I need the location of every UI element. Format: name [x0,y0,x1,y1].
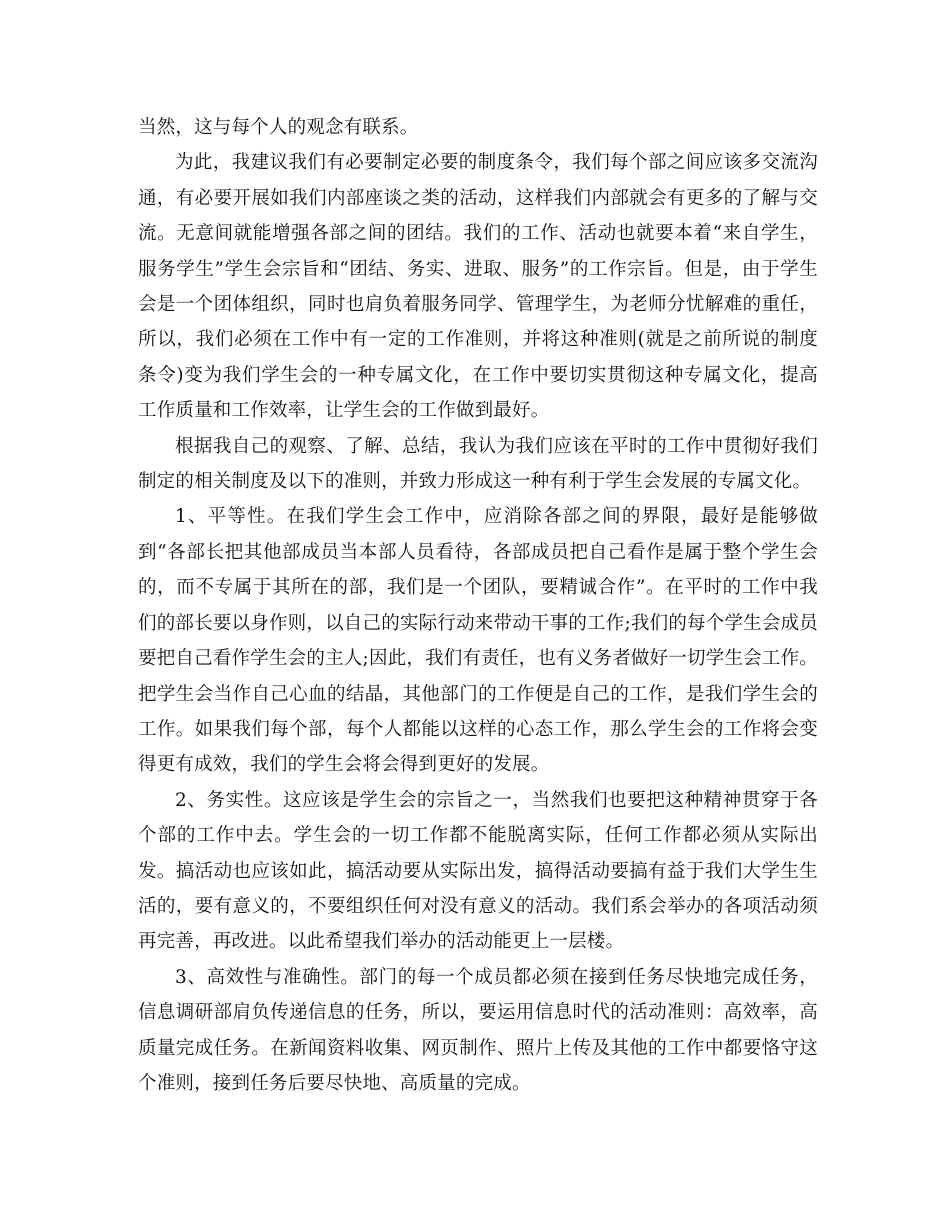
paragraph-efficiency: 3、高效性与准确性。部门的每一个成员都必须在接到任务尽快地完成任务，信息调研部肩负传递信息的任务，所以，要运用信息时代的活动准则：高效率，高质量完成任务。在新闻资料收集、网页制作、照片上传及其他的工作中都要恪守这个准则，接到任务后要尽快地、高质量的完成。 [138,966,818,1094]
paragraph-continuation: 当然，这与每个人的观念有联系。 [138,117,419,138]
paragraph-principles-intro: 根据我自己的观察、了解、总结，我认为我们应该在平时的工作中贯彻好我们制定的相关制度及以下的准则，并致力形成这一种有利于学生会发展的专属文化。 [138,435,818,493]
paragraph-pragmatism: 2、务实性。这应该是学生会的宗旨之一，当然我们也要把这种精神贯穿于各个部的工作中去。学生会的一切工作都不能脱离实际，任何工作都必须从实际出发。搞活动也应该如此，搞活动要从实际出发，搞得活动要搞有益于我们大学生生活的，要有意义的，不要组织任何对没有意义的活动。我们系会举办的各项活动须再完善，再改进。以此希望我们举办的活动能更上一层楼。 [138,789,818,953]
paragraph-equality: 1、平等性。在我们学生会工作中，应消除各部之间的界限，最好是能够做到“各部长把其他部成员当本部人员看待，各部成员把自己看作是属于整个学生会的，而不专属于其所在的部，我们是一个团队，要精诚合作”。在平时的工作中我们的部长要以身作则，以自己的实际行动来带动干事的工作;我们的每个学生会成员要把自己看作学生会的主人;因此，我们有责任，也有义务者做好一切学生会工作。把学生会当作自己心血的结晶，其他部门的工作便是自己的工作，是我们学生会的工作。如果我们每个部，每个人都能以这样的心态工作，那么学生会的工作将会变得更有成效，我们的学生会将会得到更好的发展。 [138,506,818,776]
document-body [138,110,818,1101]
paragraph-proposal: 为此，我建议我们有必要制定必要的制度条令，我们每个部之间应该多交流沟通，有必要开展如我们内部座谈之类的活动，这样我们内部就会有更多的了解与交流。无意间就能增强各部之间的团结。我们的工作、活动也就要本着“来自学生，服务学生”学生会宗旨和“团结、务实、进取、服务”的工作宗旨。但是，由于学生会是一个团体组织，同时也肩负着服务同学、管理学生，为老师分忧解难的重任，所以，我们必须在工作中有一定的工作准则，并将这种准则(就是之前所说的制度条令)变为我们学生会的一种专属文化，在工作中要切实贯彻这种专属文化，提高工作质量和工作效率，让学生会的工作做到最好。 [138,152,818,422]
